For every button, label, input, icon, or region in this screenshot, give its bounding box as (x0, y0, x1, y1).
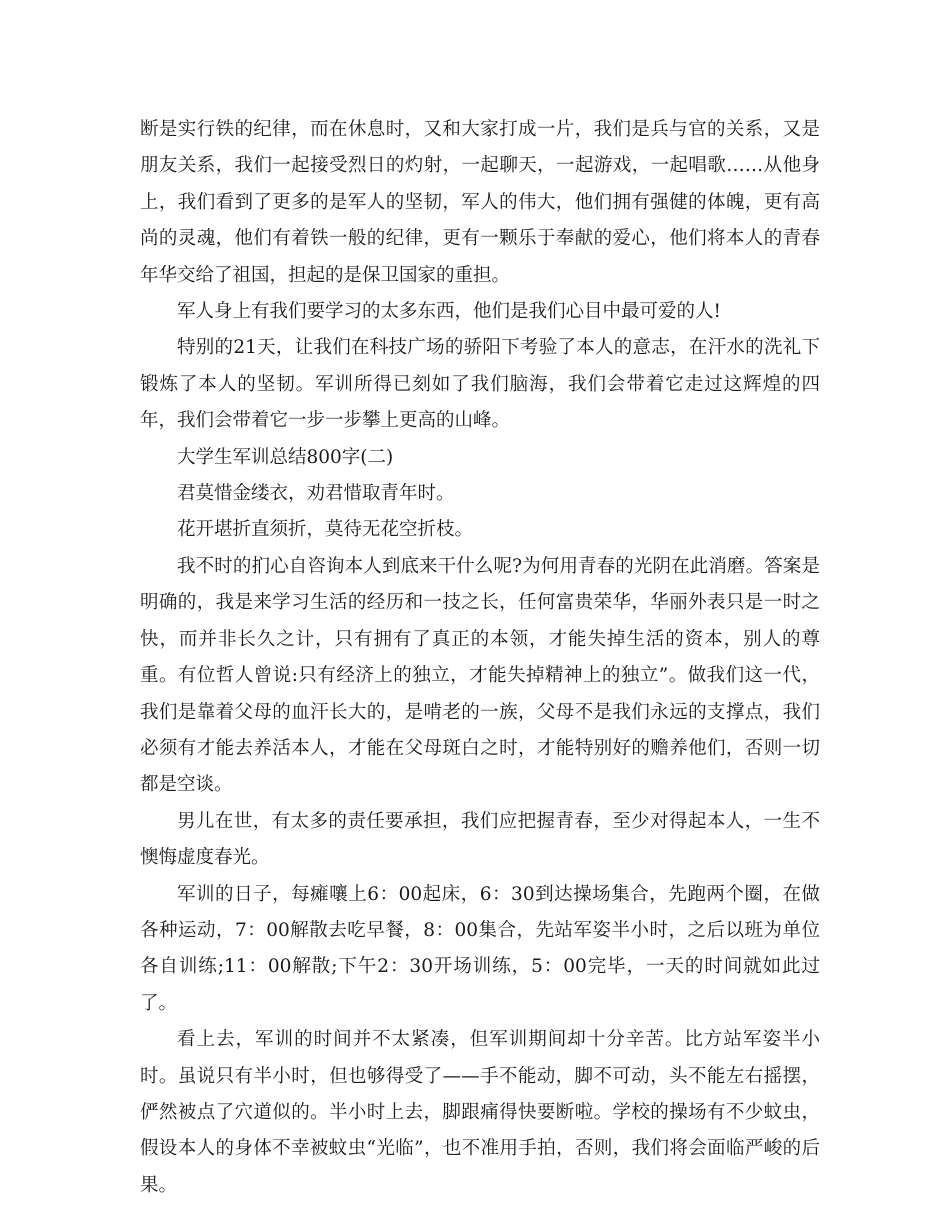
paragraph: 断是实行铁的纪律，而在休息时，又和大家打成一片，我们是兵与官的关系，又是朋友关系，我们一起接受烈日的灼射，一起聊天，一起游戏，一起唱歌……从他身上，我们看到了更多的是军人的坚韧，军人的伟大，他们拥有强健的体魄，更有高尚的灵魂，他们有着铁一般的纪律，更有一颗乐于奉献的爱心，他们将本人的青春年华交给了祖国，担起的是保卫国家的重担。 (140, 119, 820, 286)
paragraph: 特别的21天，让我们在科技广场的骄阳下考验了本人的意志，在汗水的洗礼下锻炼了本人的坚韧。军训所得已刻如了我们脑海，我们会带着它走过这辉煌的四年，我们会带着它一步一步攀上更高的山峰。 (140, 337, 820, 432)
paragraph: 男儿在世，有太多的责任要承担，我们应把握青春，至少对得起本人，一生不懊悔虚度春光。 (140, 810, 820, 869)
document-body (140, 112, 820, 1204)
section-heading: 大学生军训总结800字(二) (177, 446, 394, 468)
poem-line: 花开堪折直须折，莫待无花空折枝。 (177, 519, 474, 541)
paragraph: 我不时的扪心自咨询本人到底来干什么呢?为何用青春的光阴在此消磨。答案是明确的，我是来学习生活的经历和一技之长，任何富贵荣华，华丽外表只是一时之快，而并非长久之计，只有拥有了真正的本领，才能失掉生活的资本，别人的尊重。有位哲人曾说:只有经济上的独立，才能失掉精神上的独立”。做我们这一代，我们是靠着父母的血汗长大的，是啃老的一族，父母不是我们永远的支撑点，我们必须有才能去养活本人，才能在父母斑白之时，才能特别好的赡养他们，否则一切都是空谈。 (140, 555, 820, 796)
poem-line: 君莫惜金缕衣，劝君惜取青年时。 (177, 483, 455, 505)
paragraph: 看上去，军训的时间并不太紧凑，但军训期间却十分辛苦。比方站军姿半小时。虽说只有半小时，但也够得受了——手不能动，脚不可动，头不能左右摇摆，俨然被点了穴道似的。半小时上去，脚跟痛得快要断啦。学校的操场有不少蚊虫，假设本人的身体不幸被蚊虫“光临”，也不准用手拍，否则，我们将会面临严峻的后果。 (140, 1029, 820, 1196)
paragraph: 军人身上有我们要学习的太多东西，他们是我们心目中最可爱的人! (177, 301, 721, 323)
paragraph: 军训的日子，每瘫嚷上6：00起床，6：30到达操场集合，先跑两个圈，在做各种运动，7：00解散去吃早餐，8：00集合，先站军姿半小时，之后以班为单位各自训练;11：00解散;下午2：30开场训练，5：00完毕，一天的时间就如此过了。 (140, 883, 820, 1014)
